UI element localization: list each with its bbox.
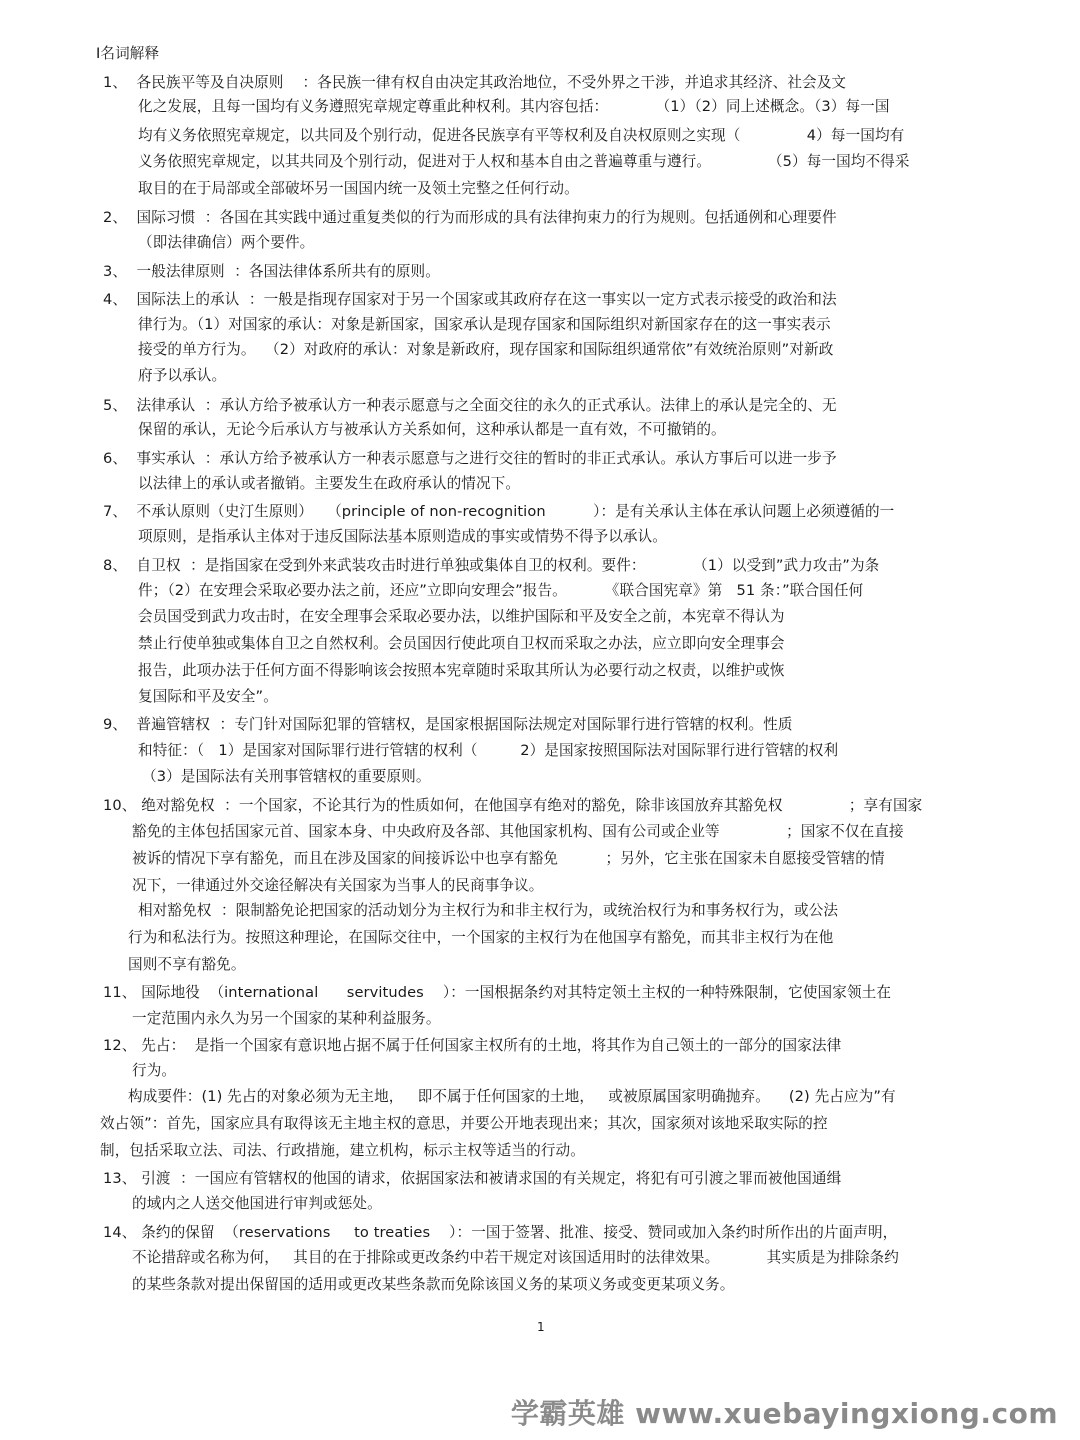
text-line: 4、 国际法上的承认 ：一般是指现存国家对于另一个国家或其政府存在这一事实以一定方式表示接受的政治和法 xyxy=(103,291,837,308)
text-line: 效占领”：首先，国家应具有取得该无主地主权的意思，并要公开地表现出来；其次，国家须对该地采取实际的控 xyxy=(100,1115,828,1132)
text-line: 14、 条约的保留 （reservations to treaties ）：一国于签署、批准、接受、赞同或加入条约时所作出的片面声明， xyxy=(103,1224,898,1241)
text-line: 报告，此项办法于任何方面不得影响该会按照本宪章随时采取其所认为必要行动之权责，以维护或恢 xyxy=(138,662,785,679)
text-line: 一定范围内永久为另一个国家的某种利益服务。 xyxy=(132,1010,441,1027)
text-line: 不论措辞或名称为何， 其目的在于排除或更改条约中若干规定对该国适用时的法律效果。 其实质是为排除条约 xyxy=(132,1249,899,1266)
text-line: 3、 一般法律原则 ：各国法律体系所共有的原则。 xyxy=(103,263,440,280)
text-line: 1、 各民族平等及自决原则 ：各民族一律有权自由决定其政治地位，不受外界之干涉，并追求其经济、社会及文 xyxy=(103,74,847,91)
text-line: 2、 国际习惯 ：各国在其实践中通过重复类似的行为而形成的具有法律拘束力的行为规则。包括通例和心理要件 xyxy=(103,209,837,226)
text-line: 项原则，是指承认主体对于违反国际法基本原则造成的事实或情势不得予以承认。 xyxy=(138,528,667,545)
text-line: 保留的承认，无论今后承认方与被承认方关系如何，这种承认都是一直有效，不可撤销的。 xyxy=(138,421,726,438)
text-line: （3）是国际法有关刑事管辖权的重要原则。 xyxy=(142,768,431,785)
text-line: 13、 引渡 ：一国应有管辖权的他国的请求，依据国家法和被请求国的有关规定，将犯有可引渡之罪而被他国通缉 xyxy=(103,1170,842,1187)
text-line: 构成要件：(1) 先占的对象必须为无主地， 即不属于任何国家的土地， 或被原属国家明确抛弃。 (2) 先占应为”有 xyxy=(128,1088,896,1105)
text-line: 和特征：（ 1）是国家对国际罪行进行管辖的权利（ 2）是国家按照国际法对国际罪行进行管辖的权利 xyxy=(138,742,839,759)
text-line: 行为和私法行为。按照这种理论，在国际交往中，一个国家的主权行为在他国享有豁免，而其非主权行为在他 xyxy=(128,929,834,946)
text-line: 会员国受到武力攻击时，在安全理事会采取必要办法，以维护国际和平及安全之前，本宪章不得认为 xyxy=(138,608,785,625)
text-line: 接受的单方行为。 （2）对政府的承认：对象是新政府，现存国家和国际组织通常依”有效统治原则”对新政 xyxy=(138,341,834,358)
text-line: 豁免的主体包括国家元首、国家本身、中央政府及各部、其他国家机构、国有公司或企业等 ；国家不仅在直接 xyxy=(132,823,904,840)
text-line: 行为。 xyxy=(132,1062,177,1079)
text-line: 制，包括采取立法、司法、行政措施，建立机构，标示主权等适当的行动。 xyxy=(100,1142,585,1159)
text-line: 况下，一律通过外交途径解决有关国家为当事人的民商事争议。 xyxy=(132,877,544,894)
text-line: 国则不享有豁免。 xyxy=(128,956,246,973)
text-line: 件；（2）在安理会采取必要办法之前，还应”立即向安理会”报告。 《联合国宪章》第 51 条：”联合国任何 xyxy=(138,582,864,599)
watermark-text: 学霸英雄 www.xuebayingxiong.com xyxy=(510,1397,1058,1430)
text-line: 11、 国际地役 （international servitudes ）：一国根据条约对其特定领土主权的一种特殊限制，它使国家领土在 xyxy=(103,984,892,1001)
text-line: 复国际和平及安全”。 xyxy=(138,688,278,705)
section-title: Ⅰ名词解释 xyxy=(96,45,160,62)
text-line: 6、 事实承认 ：承认方给予被承认方一种表示愿意与之进行交往的暂时的非正式承认。承认方事后可以进一步予 xyxy=(103,450,837,467)
text-line: 义务依照宪章规定，以其共同及个别行动，促进对于人权和基本自由之普遍尊重与遵行。 （5）每一国均不得采 xyxy=(138,153,910,170)
text-line: 均有义务依照宪章规定，以共同及个别行动，促进各民族享有平等权利及自决权原则之实现（ 4）每一国均有 xyxy=(138,127,905,144)
text-line: 禁止行使单独或集体自卫之自然权利。会员国因行使此项自卫权而采取之办法，应立即向安全理事会 xyxy=(138,635,785,652)
text-line: 被诉的情况下享有豁免，而且在涉及国家的间接诉讼中也享有豁免 ；另外，它主张在国家未自愿接受管辖的情 xyxy=(132,850,885,867)
text-line: 律行为。（1）对国家的承认：对象是新国家，国家承认是现存国家和国际组织对新国家存在的这一事实表示 xyxy=(138,316,831,333)
text-line: 5、 法律承认 ：承认方给予被承认方一种表示愿意与之全面交往的永久的正式承认。法律上的承认是完全的、无 xyxy=(103,397,837,414)
text-line: 的某些条款对提出保留国的适用或更改某些条款而免除该国义务的某项义务或变更某项义务。 xyxy=(132,1276,735,1293)
text-line: 府予以承认。 xyxy=(138,367,227,384)
text-line: 8、 自卫权 ：是指国家在受到外来武装攻击时进行单独或集体自卫的权利。要件： （1）以受到”武力攻击”为条 xyxy=(103,557,880,574)
text-line: （即法律确信）两个要件。 xyxy=(138,234,315,251)
text-line: 化之发展，且每一国均有义务遵照宪章规定尊重此种权利。其内容包括： （1）（2）同上述概念。（3）每一国 xyxy=(138,98,890,115)
text-line: 10、 绝对豁免权 ：一个国家，不论其行为的性质如何，在他国享有绝对的豁免，除非该国放弃其豁免权 ；享有国家 xyxy=(103,797,923,814)
text-line: 以法律上的承认或者撤销。主要发生在政府承认的情况下。 xyxy=(138,475,521,492)
text-line: 取目的在于局部或全部破坏另一国国内统一及领土完整之任何行动。 xyxy=(138,180,579,197)
text-line: 9、 普遍管辖权 ：专门针对国际犯罪的管辖权，是国家根据国际法规定对国际罪行进行管辖的权利。性质 xyxy=(103,716,793,733)
text-line: 相对豁免权 ：限制豁免论把国家的活动划分为主权行为和非主权行为，或统治权行为和事务权行为，或公法 xyxy=(138,902,839,919)
page-number: 1 xyxy=(537,1320,545,1334)
text-line: 7、 不承认原则（史汀生原则） （principle of non-recognition ）：是有关承认主体在承认问题上必须遵循的一 xyxy=(103,503,895,520)
text-line: 12、 先占： 是指一个国家有意识地占据不属于任何国家主权所有的土地，将其作为自己领土的一部分的国家法律 xyxy=(103,1037,842,1054)
text-line: 的域内之人送交他国进行审判或惩处。 xyxy=(132,1195,382,1212)
